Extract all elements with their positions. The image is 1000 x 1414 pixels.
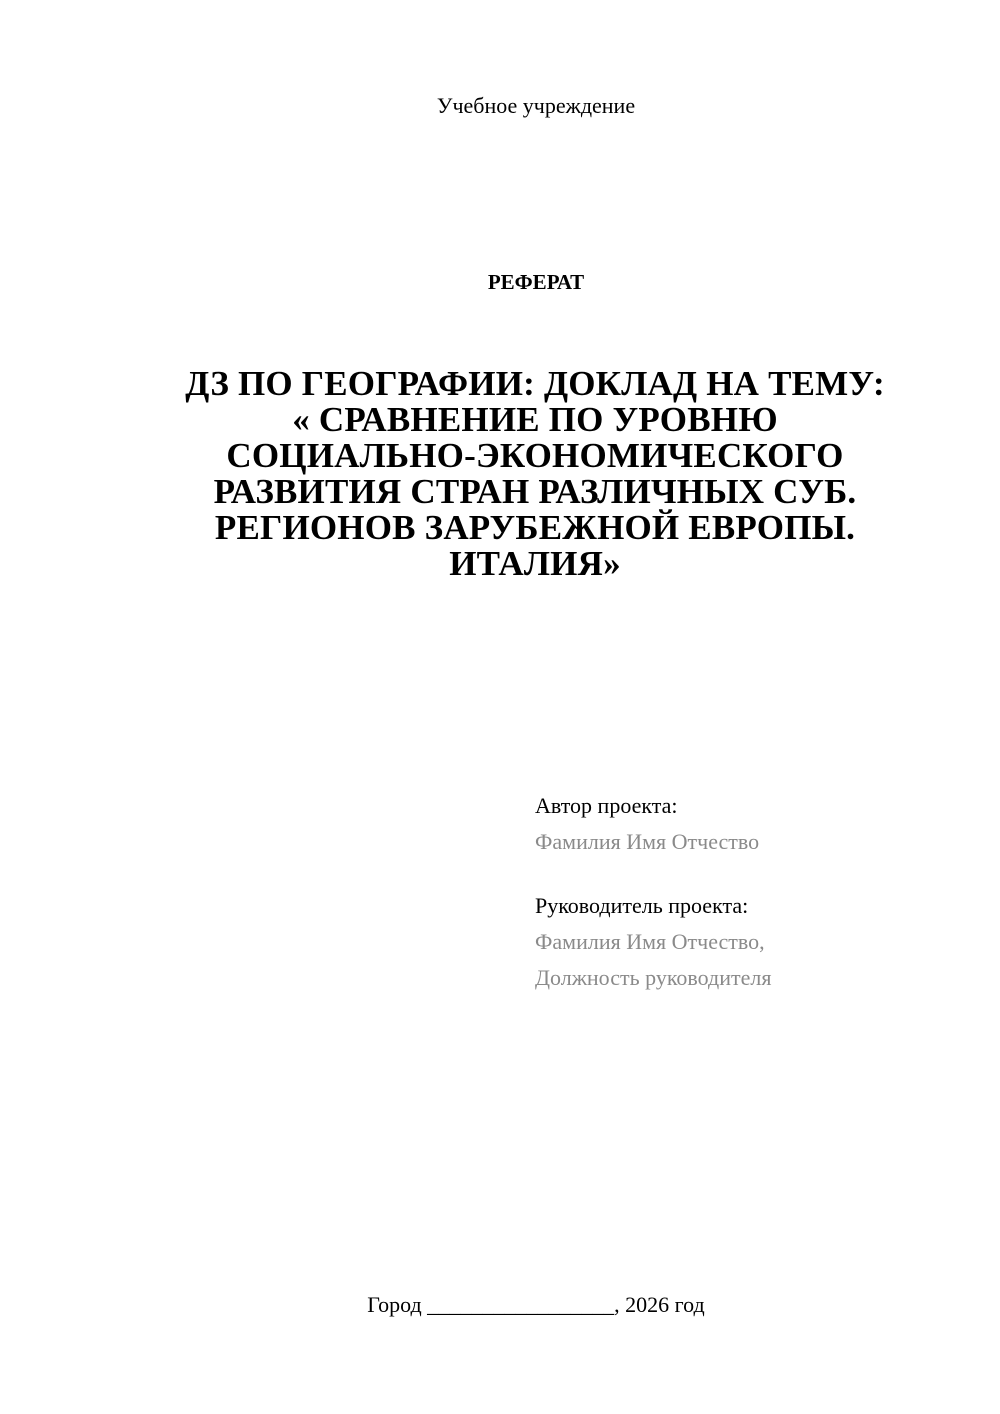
city-year-line: Город _________________, 2026 год <box>367 1292 705 1317</box>
title-line: СОЦИАЛЬНО-ЭКОНОМИЧЕСКОГО <box>226 436 844 475</box>
title-line: ИТАЛИЯ» <box>449 544 621 583</box>
title-line: РАЗВИТИЯ СТРАН РАЗЛИЧНЫХ СУБ. <box>213 472 857 511</box>
institution-name: Учебное учреждение <box>436 93 636 118</box>
title-line: РЕГИОНОВ ЗАРУБЕЖНОЙ ЕВРОПЫ. <box>214 508 856 547</box>
credits-block <box>535 788 975 996</box>
supervisor-position: Должность руководителя <box>535 965 772 990</box>
author-name: Фамилия Имя Отчество <box>535 829 760 854</box>
document-title <box>130 366 940 582</box>
supervisor-label: Руководитель проекта: <box>535 893 749 918</box>
title-line: ДЗ ПО ГЕОГРАФИИ: ДОКЛАД НА ТЕМУ: <box>185 364 885 403</box>
document-type: РЕФЕРАТ <box>487 270 585 294</box>
author-label: Автор проекта: <box>535 793 678 818</box>
title-line: « СРАВНЕНИЕ ПО УРОВНЮ <box>292 400 778 439</box>
spacer <box>535 860 975 888</box>
supervisor-name: Фамилия Имя Отчество, <box>535 929 765 954</box>
